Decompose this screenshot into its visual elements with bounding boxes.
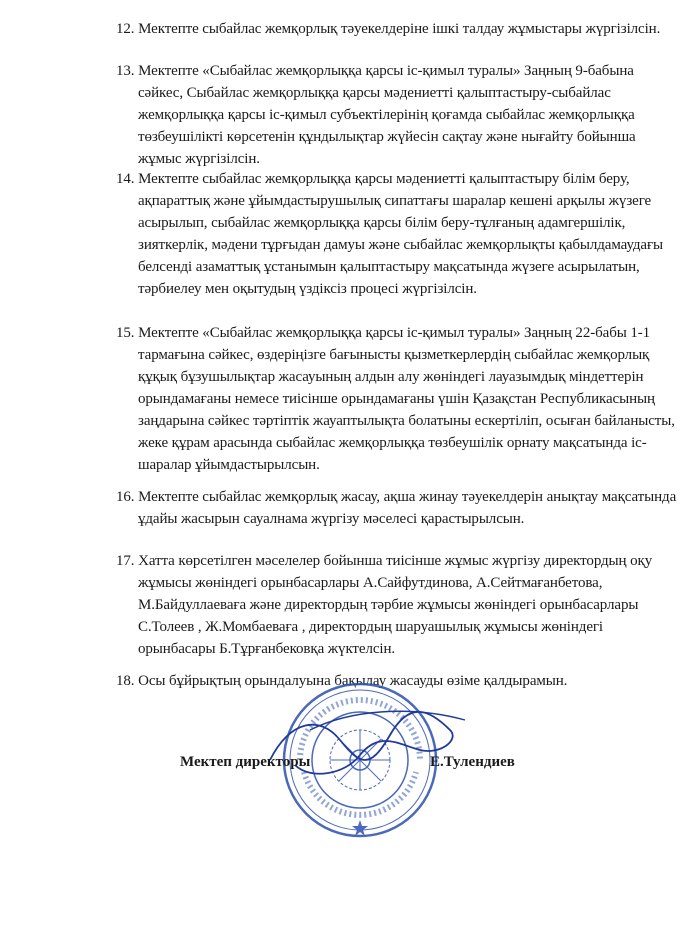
list-item-17: 17. Хатта көрсетілген мәселелер бойынша тиісінше жұмыс жүргізу директордың оқу жұмысы жөніндегі орынбасарлары А.Сайфутдинова, А.Сейтмағанбетова, М.Байдуллаеваға және директордың тәрбие жұмысы жөніндегі орынбасарлары С.Толеев , Ж.Момбаеваға , директордың шаруашылық жұмысы жөніндегі орынбасары Б.Тұрғанбековқа жүктелсін. [116,553,653,657]
list-item-18: 18. Осы бұйрықтың орындалуына бақылау жасауды өзіме қалдырамын. [116,673,568,689]
list-item-13: 13. Мектепте «Сыбайлас жемқорлыққа қарсы іс-қимыл туралы» Заңның 9-бабына сәйкес, Сыбайлас жемқорлыққа қарсы мәдениетті қалыптастыру-сыбайлас жемқорлыққа қарсы іс-қимыл субъектілерінің қоғамда сыбайлас жемқорлыққа төзбеушілікті көрсетенін құндылықтар жүйесін сақтау және нығайту бойынша жұмыс жүргізілсін. [116,63,636,167]
list-item-14: 14. Мектепте сыбайлас жемқорлыққа қарсы мәдениетті қалыптастыру білім беру, ақпараттық және ұйымдастырушылық сипаттағы шаралар кешені арқылы жүзеге асырылып, сыбайлас жемқорлыққа қарсы білім беру-тұлғаның адамгершілік, зияткерлік, мәдени тұрғыдан дамуы және сыбайлас жемқорлықты қабылдамаудағы белсенді азаматтық ұстанымын қалыптастыру мақсатында жүзеге асырылатын, тәрбиелеу мен оқытудың үздіксіз процесі жүргізілсін. [116,171,664,297]
list-item-15: 15. Мектепте «Сыбайлас жемқорлыққа қарсы іс-қимыл туралы» Заңның 22-бабы 1-1 тармағына сәйкес, өздеріңізге бағынысты қызметкерлердің сыбайлас жемқорлық құқық бұзушылықтар жасауының алдын алу жөніндегі лауазымдық міндеттерін орындамағаны немесе тиісінше орындамағаны үшін Қазақстан Республикасының заңдарына сәйкес тәртіптік жауаптылықта болатыны ескертіліп, осыған байланысты, жеке құрам арасында сыбайлас жемқорлыққа төзбеушілік орнату мақсатында іс-шаралар ұйымдастырылсын. [116,325,675,473]
list-item-12: 12. Мектепте сыбайлас жемқорлық тәуекелдеріне ішкі талдау жұмыстары жүргізілсін. [116,21,661,37]
list-item-16: 16. Мектепте сыбайлас жемқорлық жасау, ақша жинау тәуекелдерін анықтау мақсатында ұдайы жасырын сауалнама жүргізу мәселесі қарастырылсын. [116,489,677,527]
signature-row [180,754,580,780]
signature-title: Мектеп директоры [180,754,311,770]
signature-name: Е.Тулендиев [430,754,515,770]
